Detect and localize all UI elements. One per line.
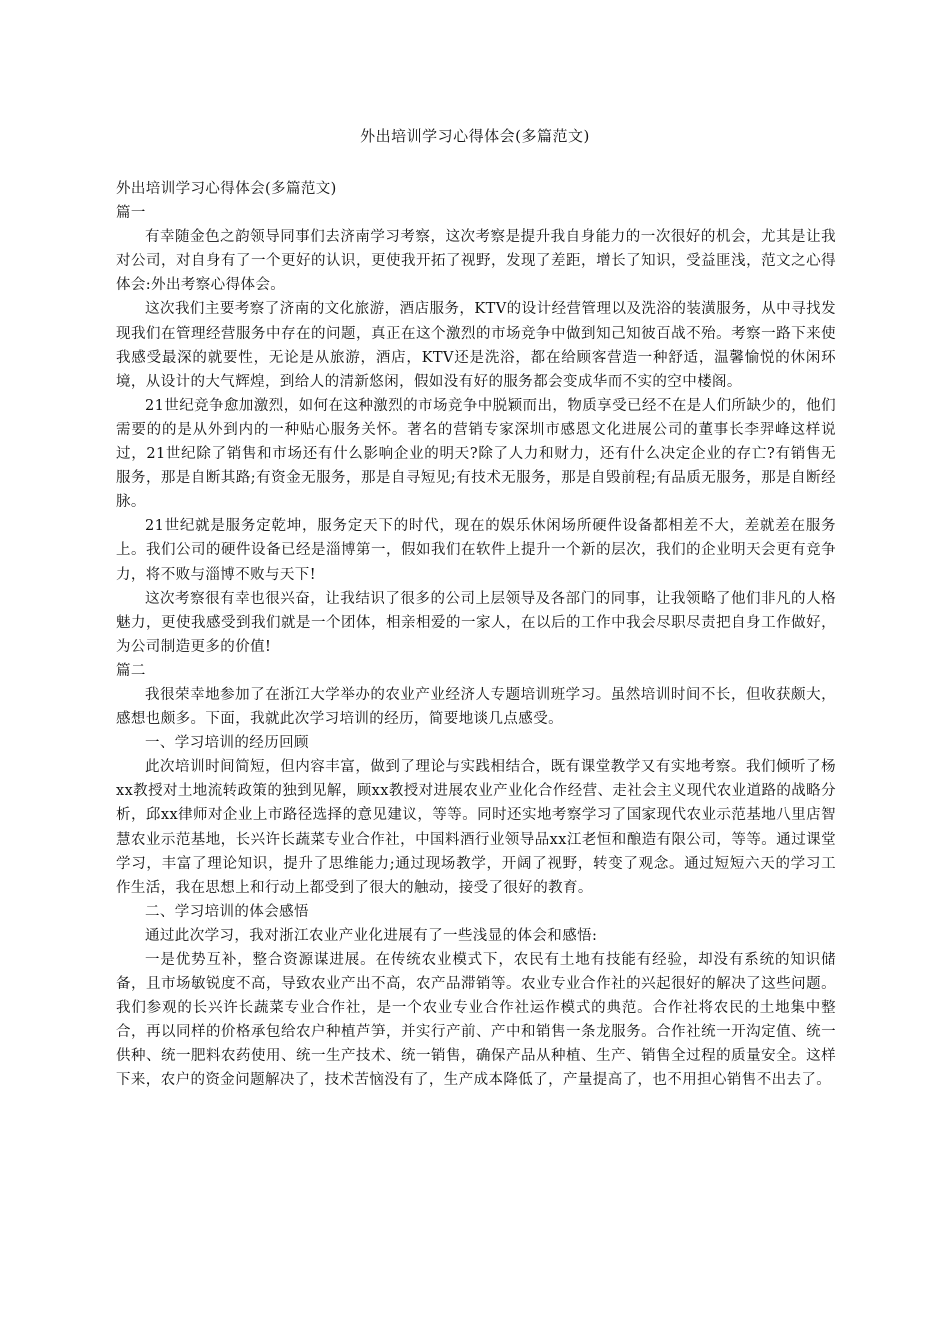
- subheading: 一、学习培训的经历回顾: [145, 735, 309, 752]
- paragraph: 21世纪就是服务定乾坤，服务定天下的时代，现在的娱乐休闲场所硬件设备都相差不大，差就差在服务上。我们公司的硬件设备已经是淄博第一，假如我们在软件上提升一个新的层次，我们的企业明天会更有竞争力，将不败与淄博不败与天下!: [116, 518, 836, 583]
- paragraph: 有幸随金色之韵领导同事们去济南学习考察，这次考察是提升我自身能力的一次很好的机会，尤其是让我对公司，对自身有了一个更好的认识，更使我开拓了视野，发现了差距，增长了知识，受益匪浅，范文之心得体会:外出考察心得体会。: [116, 229, 836, 294]
- paragraph: 通过此次学习，我对浙江农业产业化进展有了一些浅显的体会和感悟:: [145, 927, 598, 944]
- paragraph: 这次考察很有幸也很兴奋，让我结识了很多的公司上层领导及各部门的同事，让我领略了他们非凡的人格魅力，更使我感受到我们就是一个团体，相亲相爱的一家人，在以后的工作中我会尽职尽责把自身工作做好，为公司制造更多的价值!: [116, 590, 836, 655]
- subheading: 二、学习培训的体会感悟: [145, 903, 309, 920]
- page-title: 外出培训学习心得体会(多篇范文): [360, 127, 590, 145]
- paragraph: 21世纪竞争愈加激烈，如何在这种激烈的市场竞争中脱颖而出，物质享受已经不在是人们所缺少的，他们需要的的是从外到内的一种贴心服务关怀。著名的营销专家深圳市感恩文化进展公司的董事长李羿峰这样说过，21世纪除了销售和市场还有什么影响企业的明天?除了人力和财力，还有什么决定企业的存亡?有销售无服务，那是自断其路;有资金无服务，那是自寻短见;有技术无服务，那是自毁前程;有品质无服务，那是自断经脉。: [116, 397, 836, 511]
- document-body: [116, 177, 836, 1093]
- paragraph: 我很荣幸地参加了在浙江大学举办的农业产业经济人专题培训班学习。虽然培训时间不长，但收获颇大，感想也颇多。下面，我就此次学习培训的经历，简要地谈几点感受。: [116, 686, 836, 728]
- section-heading: 篇一: [116, 205, 146, 222]
- paragraph: 这次我们主要考察了济南的文化旅游，酒店服务，KTV的设计经营管理以及洗浴的装潢服务，从中寻找发现我们在管理经营服务中存在的问题，真正在这个激烈的市场竞争中做到知己知彼百战不殆。考察一路下来使我感受最深的就要性，无论是从旅游，酒店，KTV还是洗浴，都在给顾客营造一种舒适，温馨愉悦的休闲环境，从设计的大气辉煌，到给人的清新悠闲，假如没有好的服务都会变成华而不实的空中楼阁。: [116, 301, 836, 390]
- paragraph: 一是优势互补，整合资源谋进展。在传统农业模式下，农民有土地有技能有经验，却没有系统的知识储备，且市场敏锐度不高，导致农业产出不高，农产品滞销等。农业专业合作社的兴起很好的解决了这些问题。我们参观的长兴许长蔬菜专业合作社，是一个农业专业合作社运作模式的典范。合作社将农民的土地集中整合，再以同样的价格承包给农户种植芦笋，并实行产前、产中和销售一条龙服务。合作社统一开沟定值、统一供种、统一肥料农药使用、统一生产技术、统一销售，确保产品从种植、生产、销售全过程的质量安全。这样下来，农户的资金问题解决了，技术苦恼没有了，生产成本降低了，产量提高了，也不用担心销售不出去了。: [116, 952, 836, 1089]
- section-heading: 篇二: [116, 662, 146, 679]
- paragraph: 外出培训学习心得体会(多篇范文): [116, 181, 337, 197]
- paragraph: 此次培训时间简短，但内容丰富，做到了理论与实践相结合，既有课堂教学又有实地考察。我们倾听了杨xx教授对土地流转政策的独到见解，顾xx教授对进展农业产业化合作经营、走社会主义现代农业道路的战略分析，邱xx律师对企业上市路径选择的意见建议，等等。同时还实地考察学习了国家现代农业示范基地八里店智慧农业示范基地，长兴许长蔬菜专业合作社，中国料酒行业领导品xx江老恒和酿造有限公司，等等。通过课堂学习，丰富了理论知识，提升了思维能力;通过现场教学，开阔了视野，转变了观念。通过短短六天的学习工作生活，我在思想上和行动上都受到了很大的触动，接受了很好的教育。: [116, 759, 836, 896]
